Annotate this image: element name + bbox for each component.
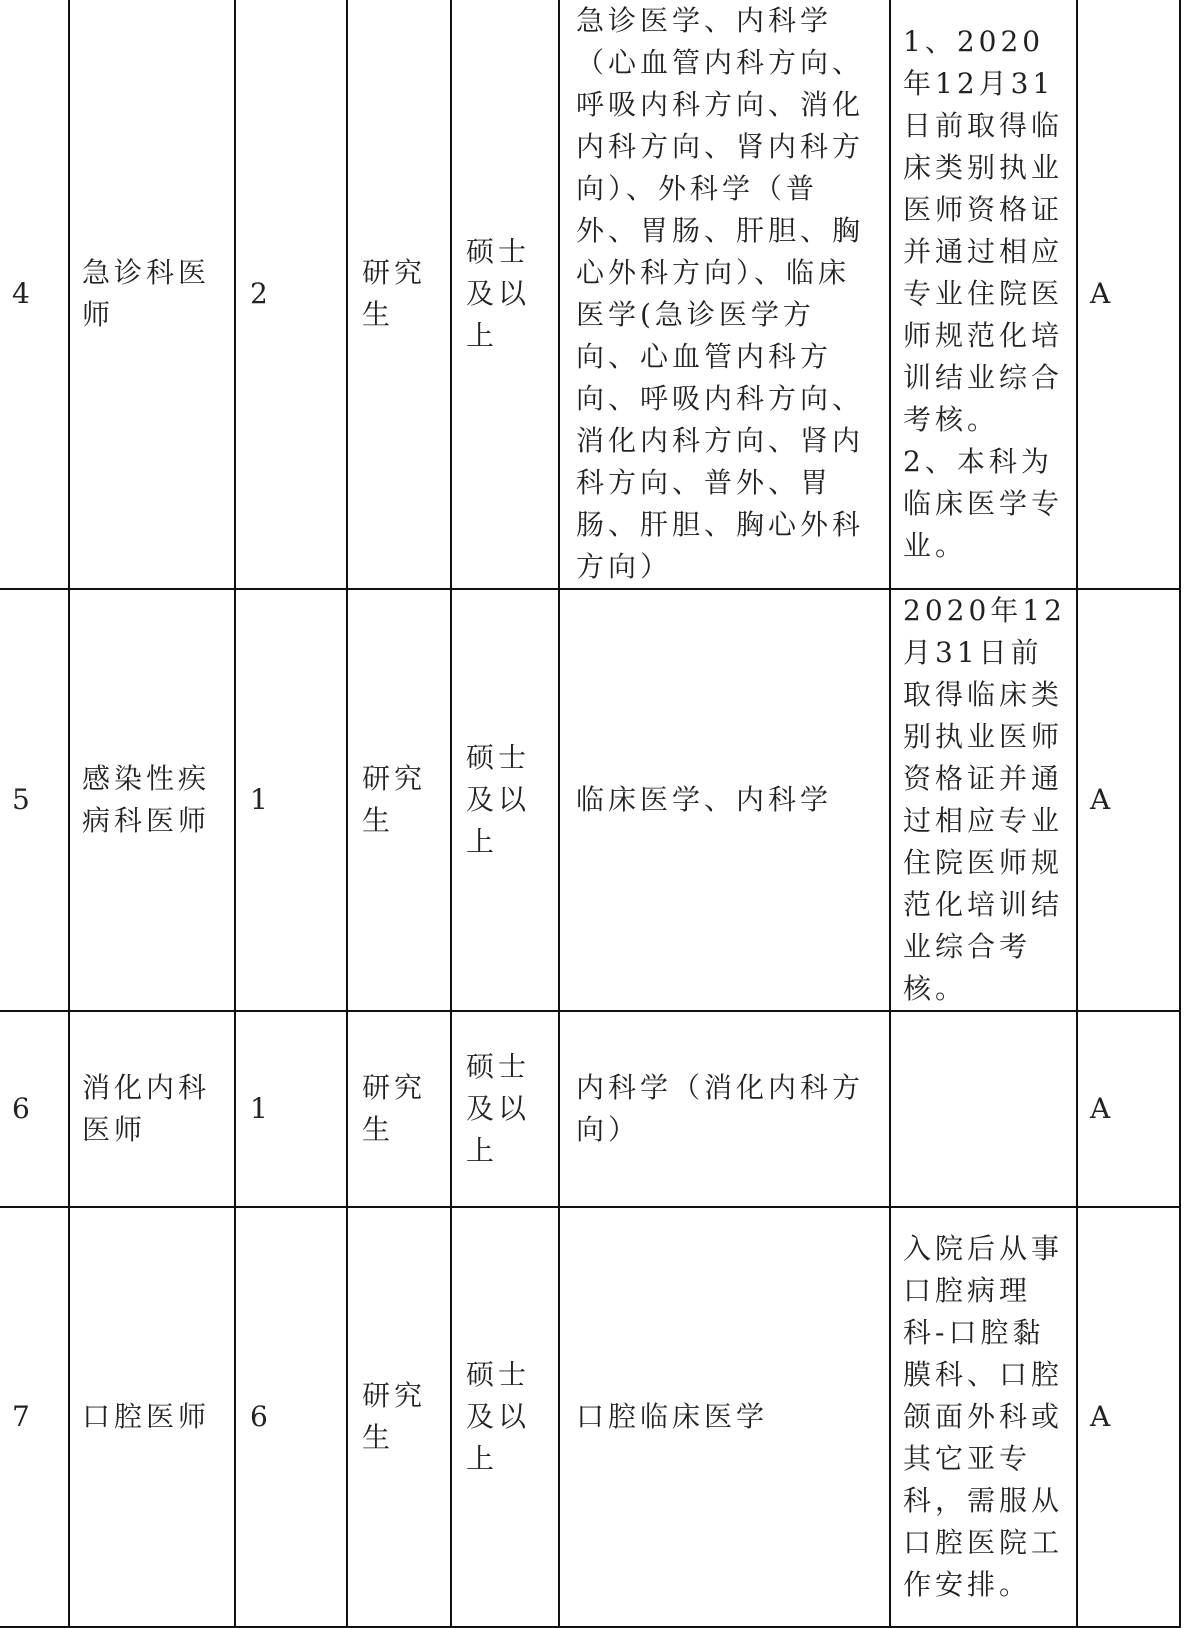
major-requirement: 临床医学、内科学 (559, 589, 890, 1011)
requirement-item-1: 2020年12月31日前取得临床类别执业医师资格证并通过相应专业住院医师规范化培训结业综合考核。 (903, 594, 1066, 1005)
row-number: 7 (0, 1207, 69, 1627)
table-row (0, 1011, 1180, 1207)
other-requirements (890, 1207, 1077, 1627)
position-name: 口腔医师 (69, 1207, 235, 1627)
row-number: 4 (0, 0, 69, 589)
requirement-item-1: 入院后从事口腔病理科-口腔黏膜科、口腔颌面外科或其它亚专科，需服从口腔医院工作安排。 (903, 1232, 1064, 1601)
education-level: 研究生 (347, 1011, 451, 1207)
education-level: 研究生 (347, 1207, 451, 1627)
table-row (0, 589, 1180, 1011)
category-code: A (1077, 1207, 1180, 1627)
position-name: 消化内科医师 (69, 1011, 235, 1207)
education-level: 研究生 (347, 0, 451, 589)
major-requirement: 内科学（消化内科方向） (559, 1011, 890, 1207)
category-code: A (1077, 1011, 1180, 1207)
headcount: 2 (235, 0, 347, 589)
degree-requirement: 硕士及以上 (451, 0, 559, 589)
position-name: 急诊科医师 (69, 0, 235, 589)
education-level: 研究生 (347, 589, 451, 1011)
category-code: A (1077, 589, 1180, 1011)
requirement-item-2: 2、本科为临床医学专业。 (903, 445, 1064, 562)
major-requirement: 急诊医学、内科学（心血管内科方向、呼吸内科方向、消化内科方向、肾内科方向）、外科学（普外、胃肠、肝胆、胸心外科方向）、临床医学(急诊医学方向、心血管内科方向、呼吸内科方向、消化内科方向、肾内科方向、普外、胃肠、肝胆、胸心外科方向） (559, 0, 890, 589)
table-row (0, 1207, 1180, 1627)
other-requirements (890, 589, 1077, 1011)
degree-requirement: 硕士及以上 (451, 589, 559, 1011)
other-requirements (890, 0, 1077, 589)
headcount: 6 (235, 1207, 347, 1627)
category-code: A (1077, 0, 1180, 589)
major-requirement: 口腔临床医学 (559, 1207, 890, 1627)
requirement-item-1: 1、2020年12月31日前取得临床类别执业医师资格证并通过相应专业住院医师规范化培训结业综合考核。 (903, 25, 1064, 436)
other-requirements (890, 1011, 1077, 1207)
row-number: 6 (0, 1011, 69, 1207)
table-row (0, 0, 1180, 589)
row-number: 5 (0, 589, 69, 1011)
headcount: 1 (235, 1011, 347, 1207)
headcount: 1 (235, 589, 347, 1011)
degree-requirement: 硕士及以上 (451, 1011, 559, 1207)
position-name: 感染性疾病科医师 (69, 589, 235, 1011)
degree-requirement: 硕士及以上 (451, 1207, 559, 1627)
